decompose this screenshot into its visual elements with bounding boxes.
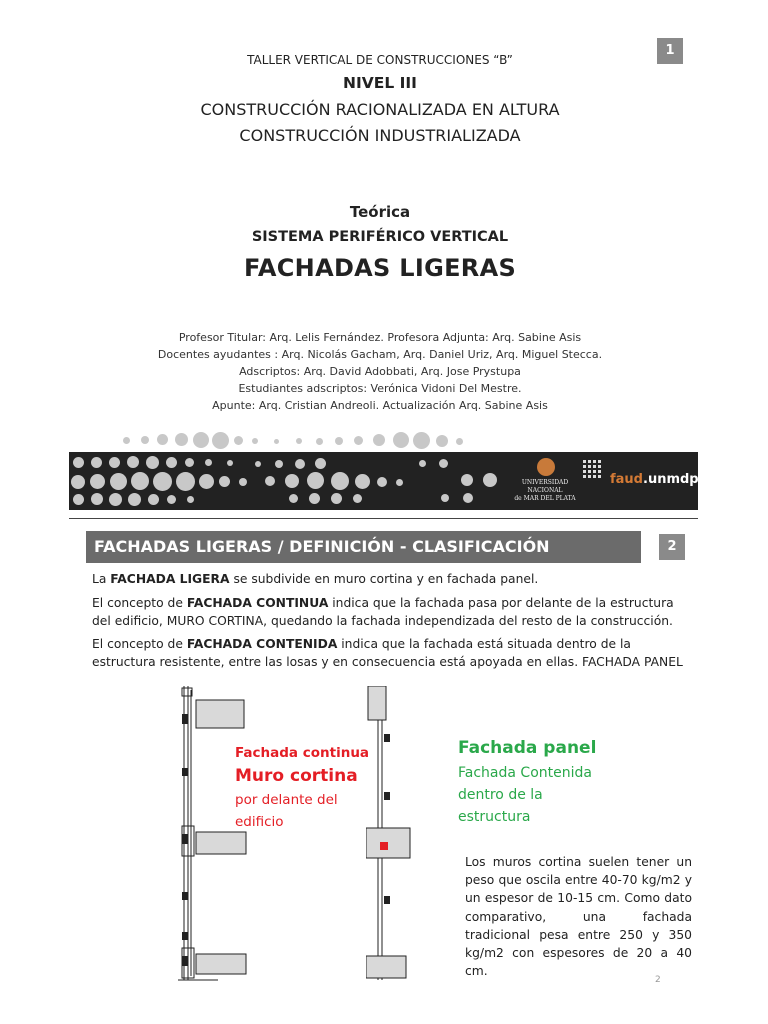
weight-note: Los muros cortina suelen tener un peso que oscila entre 40-70 kg/m2 y un espesor de 10-15 cm. Como dato comparativo, una fachada tradicional pesa entre 250 y 350 kg/m2 con espesores de 20 a 40 cm.: [465, 855, 692, 979]
continua-label: Fachada continua: [235, 745, 370, 761]
panel-facade-section-drawing: [366, 686, 412, 982]
faud-grid-icon: [583, 460, 605, 482]
credit-line: Apunte: Arq. Cristian Andreoli. Actualización Arq. Sabine Asis: [212, 399, 548, 412]
footer-page-number: 2: [655, 975, 661, 985]
divider: [69, 518, 698, 519]
section-header: [86, 531, 641, 563]
panel-description-1: Fachada Contenida: [458, 765, 592, 781]
subtitle-1: CONSTRUCCIÓN RACIONALIZADA EN ALTURA: [200, 100, 560, 119]
university-logo-icon: [537, 458, 555, 476]
continua-title: Muro cortina: [235, 766, 358, 786]
page-number: 1: [665, 43, 675, 58]
credits-block: [0, 329, 760, 414]
paragraph-3: El concepto de FACHADA CONTENIDA indica que la fachada está situada dentro de la estructura resistente, entre las losas y en consecuencia está apoyada en ellas. FACHADA PANEL: [92, 637, 683, 669]
document-type: Teórica: [349, 203, 411, 221]
paragraph-2: El concepto de FACHADA CONTINUA indica que la fachada pasa por delante de la estructura del edificio, MURO CORTINA, quedando la fachada independizada del resto de la construcción.: [92, 596, 674, 628]
header-banner: [69, 452, 698, 510]
section-page-badge: [659, 534, 685, 560]
course-title: TALLER VERTICAL DE CONSTRUCCIONES “B”: [247, 53, 513, 67]
credit-line: Estudiantes adscriptos: Verónica Vidoni Del Mestre.: [238, 382, 522, 395]
continua-description-2: edificio: [235, 814, 284, 830]
section-page-number: 2: [667, 539, 677, 554]
curtain-wall-section-drawing: [178, 686, 250, 982]
level-title: NIVEL III: [343, 74, 417, 92]
panel-description-2: dentro de la: [458, 787, 543, 803]
system-title: SISTEMA PERIFÉRICO VERTICAL: [251, 229, 509, 245]
panel-description-3: estructura: [458, 809, 531, 825]
credit-line: Adscriptos: Arq. David Adobbati, Arq. Jose Prystupa: [239, 365, 521, 378]
subtitle-2: CONSTRUCCIÓN INDUSTRIALIZADA: [239, 126, 521, 145]
decorative-dots-top: [69, 428, 698, 452]
page-title: FACHADAS LIGERAS: [243, 254, 517, 282]
university-name: UNIVERSIDAD NACIONAL de MAR DEL PLATA: [514, 479, 576, 502]
paragraph-1: La FACHADA LIGERA se subdivide en muro cortina y en fachada panel.: [92, 572, 539, 586]
panel-title: Fachada panel: [458, 738, 597, 758]
section-title: FACHADAS LIGERAS / DEFINICIÓN - CLASIFICACIÓN: [94, 537, 550, 556]
credit-line: Docentes ayudantes : Arq. Nicolás Gacham, Arq. Daniel Uriz, Arq. Miguel Stecca.: [157, 348, 603, 361]
continua-description-1: por delante del: [235, 792, 338, 808]
faud-logo: faud.unmdp: [610, 472, 699, 487]
credit-line: Profesor Titular: Arq. Lelis Fernández. Profesora Adjunta: Arq. Sabine Asis: [178, 331, 582, 344]
